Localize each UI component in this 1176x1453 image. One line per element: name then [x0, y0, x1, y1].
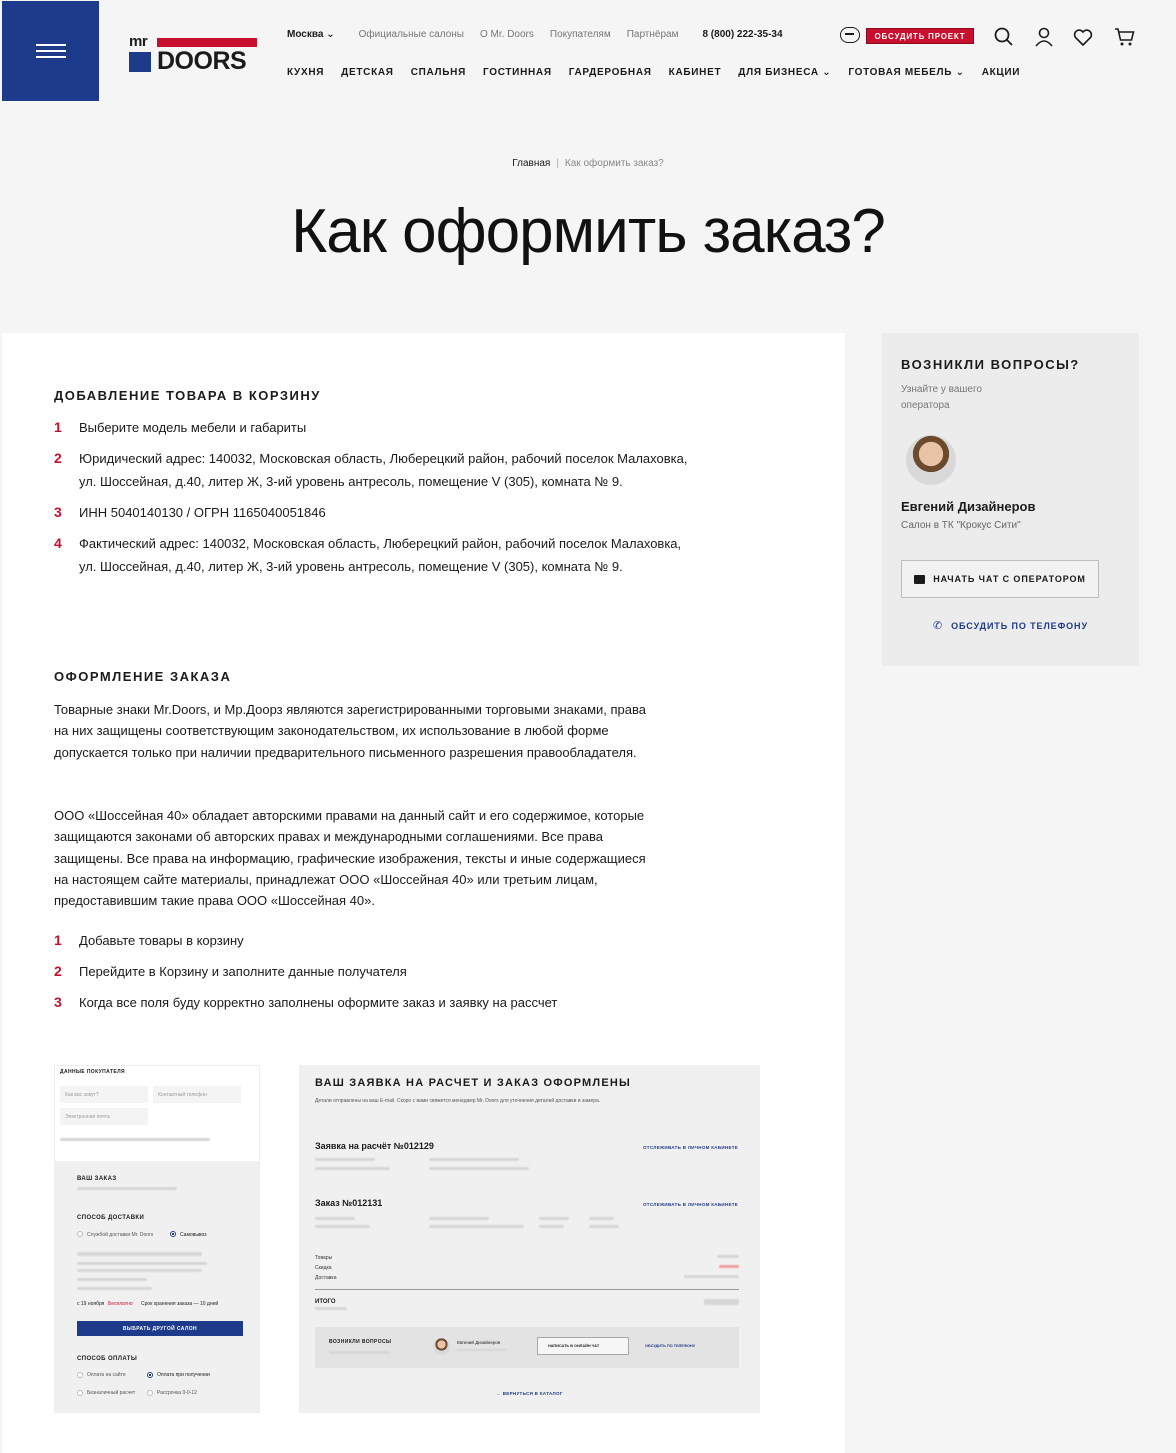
list-item: 1 Добавьте товары в корзину: [54, 932, 244, 948]
page-title: Как оформить заказ?: [291, 197, 885, 266]
breadcrumb-home[interactable]: Главная: [512, 158, 551, 169]
list-item: 1 Выберите модель мебели и габариты: [54, 419, 307, 435]
section-heading-order: ОФОРМЛЕНИЕ ЗАКАЗА: [54, 669, 232, 684]
top-link-partners[interactable]: Партнёрам: [626, 29, 679, 40]
nav-wardrobe[interactable]: ГАРДЕРОБНАЯ: [568, 67, 652, 78]
list-item: 3 ИНН 5040140130 / ОГРН 1165040051846: [54, 504, 326, 520]
list-item: 4 Фактический адрес: 140032, Московская область, Люберецкий район, рабочий поселок Малаховка, ул. Шоссейная, д.40, литер Ж, 3-ий уровень антресоль, помещение V (305), комната № 9.: [54, 535, 682, 574]
chat-icon: [914, 575, 925, 584]
trademark-paragraph: Товарные знаки Mr.Doors, и Мр.Доорз являются зарегистрированными торговыми знаками, права на них защищены соответствующим законодательством, их использование в любой форме допускается только при наличии предварительного письменного разрешения правообладателя.: [54, 702, 646, 760]
top-link-salons[interactable]: Официальные салоны: [358, 29, 464, 40]
nav-kids[interactable]: ДЕТСКАЯ: [341, 67, 394, 78]
phone-link[interactable]: 8 (800) 222-35-34: [702, 29, 783, 40]
section-heading-cart: ДОБАВЛЕНИЕ ТОВАРА В КОРЗИНУ: [54, 388, 321, 403]
discuss-phone-button[interactable]: ✆ ОБСУДИТЬ ПО ТЕЛЕФОНУ: [933, 620, 1088, 632]
discuss-project-button[interactable]: ОБСУДИТЬ ПРОЕКТ: [866, 28, 974, 44]
breadcrumb-current: Как оформить заказ?: [564, 158, 664, 169]
nav-business[interactable]: ДЛЯ БИЗНЕСА ⌄: [738, 67, 832, 78]
burger-icon: [36, 44, 66, 58]
phone-icon: ✆: [933, 620, 944, 632]
avatar: [906, 435, 956, 485]
start-chat-button[interactable]: НАЧАТЬ ЧАТ С ОПЕРАТОРОМ: [901, 560, 1099, 598]
main-nav: [287, 67, 1037, 78]
user-icon[interactable]: [1033, 26, 1055, 48]
top-link-about[interactable]: О Mr. Doors: [479, 29, 534, 40]
cart-steps-list: [54, 416, 694, 586]
breadcrumb: Главная | Как оформить заказ?: [512, 158, 664, 169]
heart-icon[interactable]: [1072, 26, 1094, 48]
chat-icon[interactable]: [840, 27, 860, 43]
list-item: 3 Когда все поля буду корректно заполнены оформите заказ и заявку на рассчет: [54, 994, 558, 1010]
order-steps-list: [54, 929, 694, 1022]
nav-bedroom[interactable]: СПАЛЬНЯ: [410, 67, 466, 78]
copyright-paragraph: ООО «Шоссейная 40» обладает авторскими правами на данный сайт и его содержимое, которые защищаются законами об авторских правах и международными соглашениями. Все права защищены. Все права на информацию, графические изображения, тексты и иные содержащиеся на настоящем сайте материалы, принадлежат ООО «Шоссейная 40» или третьим лицам, предоставившим такие права ООО «Шоссейная 40».: [54, 808, 646, 909]
questions-heading: ВОЗНИКЛИ ВОПРОСЫ?: [901, 357, 1080, 372]
operator-name: Евгений Дизайнеров: [901, 499, 1036, 514]
questions-bar: ВОЗНИКЛИ ВОПРОСЫ Евгений Дизайнеров НАПИСАТЬ В ОНЛАЙН ЧАТ ОБСУДИТЬ ПО ТЕЛЕФОНУ: [315, 1327, 739, 1368]
nav-office[interactable]: КАБИНЕТ: [668, 67, 722, 78]
city-select[interactable]: Москва ⌄: [287, 29, 335, 40]
nav-kitchen[interactable]: КУХНЯ: [287, 67, 325, 78]
order-confirmation-preview: ВАШ ЗАЯВКА НА РАСЧЕТ И ЗАКАЗ ОФОРМЛЕНЫ Детали отправлены на ваш E-mail. Скоро с вами свяжется менеджер Mr. Doors для уточнения деталей доставки и замера. Заявка на расчёт №012129 ОТСЛЕЖИВАТЬ В ЛИЧНОМ КАБИНЕТЕ Заказ №012131 ОТСЛЕЖИВАТЬ В ЛИЧНОМ КАБИНЕТЕ Товары Скидка Доставка ИТОГО ВОЗНИКЛИ ВОПРОСЫ Евгений Дизайнеров НАПИСАТЬ В ОНЛАЙН ЧАТ ОБСУДИТЬ ПО ТЕЛЕФОНУ ← ВЕРНУТЬСЯ В КАТАЛОГ: [299, 1065, 760, 1413]
search-icon[interactable]: [993, 26, 1015, 48]
list-item: 2 Юридический адрес: 140032, Московская область, Люберецкий район, рабочий поселок Малаховка, ул. Шоссейная, д.40, литер Ж, 3-ий уровень антресоль, помещение V (305), комната № 9.: [54, 450, 688, 489]
select-salon-button: ВЫБРАТЬ ДРУГОЙ САЛОН: [77, 1321, 243, 1336]
checkout-form-preview: ДАННЫЕ ПОКУПАТЕЛЯ Как вас зовут? Контактный телефон Электронная почта ВАШ ЗАКАЗ СПОСОБ ДОСТАВКИ Службой доставки Mr. Doors Самовывоз с 19 ноября Бесплатно Срок хранения заказа — 10 дней ВЫБРАТЬ ДРУГОЙ САЛОН СПОСОБ ОПЛАТЫ Оплата на сайте Оплата при получении Безналичный расчет Рассрочка 0-0-12: [54, 1065, 260, 1413]
top-nav: [287, 29, 799, 40]
operator-salon: Салон в ТК "Крокус Сити": [901, 520, 1021, 531]
menu-button[interactable]: [2, 1, 99, 101]
list-item: 2 Перейдите в Корзину и заполните данные получателя: [54, 963, 407, 979]
nav-living[interactable]: ГОСТИННАЯ: [482, 67, 552, 78]
top-link-buyers[interactable]: Покупателям: [549, 29, 611, 40]
nav-sales[interactable]: АКЦИИ: [981, 67, 1021, 78]
logo[interactable]: mr DOORS: [129, 34, 257, 74]
cart-icon[interactable]: [1114, 26, 1136, 48]
questions-subtitle: Узнайте у вашего оператора: [901, 384, 982, 411]
nav-ready-furniture[interactable]: ГОТОВАЯ МЕБЕЛЬ ⌄: [848, 67, 965, 78]
questions-card: [882, 333, 1139, 666]
